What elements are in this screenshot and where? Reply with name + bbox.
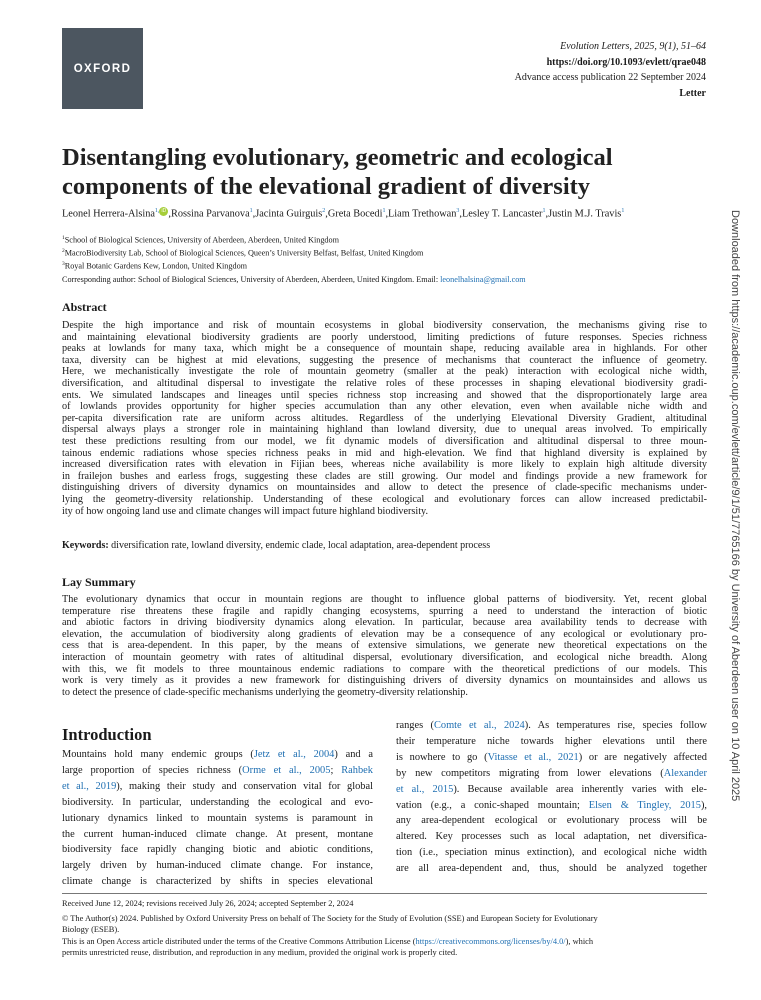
text-line: peaks at lowlands for many taxa, which might be a consequence of mountain shape, reducing available area in highlands. For other	[62, 343, 707, 355]
text-line: lutionary dynamics linked to mountain systems is paramount in	[62, 812, 373, 824]
text-line: test these predictions resulting from our model, we fit dynamic models of diversification and altitudinal dispersal to three moun-	[62, 435, 707, 447]
abstract-heading: Abstract	[62, 300, 107, 314]
text-line: tion (i.e., speciation minus extinction), and ecological niche width	[396, 847, 707, 859]
text-line: tainous endemic radiations whose species richness peaks in mid and high-elevation. We find that highland diversity is explained by	[62, 447, 707, 459]
text-line: Despite the high importance and risk of mountain ecosystems in global biodiversity conservation, the mechanisms giving rise to	[62, 320, 707, 331]
lay-summary-body	[62, 594, 707, 698]
text-line: largely driven by human-induced climate change. For instance,	[62, 860, 373, 872]
text-line: to detect the presence of clade-specific mechanisms underlying the geometry-diversity relationship.	[62, 686, 468, 698]
oxford-logo: OXFORD	[62, 28, 143, 109]
article-title: Disentangling evolutionary, geometric and ecological components of the elevational gradient of diversity	[62, 144, 613, 200]
text-line: by new competitors migrating from lower elevations (Alexander	[396, 767, 707, 779]
text-line: elevation, the accumulation of biodiversity along gradients of elevation may be a consequence of any ecological or evolutionary pro-	[62, 628, 707, 640]
text-line: per-capita diversification rate are uniform across altitudes. Regardless of the underlying Elevational Diversity Gradient, altitudinal	[62, 412, 707, 424]
article-type: Letter	[679, 88, 706, 99]
text-line: their temperature niche towards higher elevations until there	[396, 735, 707, 747]
text-line: Mountains hold many endemic groups (Jetz et al., 2004) and a	[62, 749, 373, 760]
license: This is an Open Access article distributed under the terms of the Creative Commons Attribution License (https://creativecommons.org/licenses/by/4.0/), which permits unrestricted reuse, distribution, and reproduction in any medium, provided the original work is properly cited.	[62, 936, 594, 958]
license-link[interactable]: https://creativecommons.org/licenses/by/4.0/	[415, 936, 566, 946]
journal-citation: Evolution Letters, 2025, 9(1), 51–64	[560, 41, 706, 52]
text-line: ity of how ongoing land use and climate changes will impact future highland biodiversity.	[62, 505, 429, 517]
text-line: ents. We simulated landscapes and lineages until species richness stop increasing and showed that the disproportionately large area	[62, 389, 707, 401]
citation-link[interactable]: Rahbek	[341, 764, 373, 776]
citation-link[interactable]: Jetz et al., 2004	[253, 749, 335, 760]
text-line: biodiversity face rapidly changing biotic and abiotic conditions,	[62, 844, 373, 856]
corresponding-author: Corresponding author: School of Biological Sciences, University of Aberdeen, Aberdeen, United Kingdom. Email: leonelhalsina@gmail.com	[62, 275, 526, 284]
text-line: taxa, diversity can be highest at mid elevations, suggesting the presence of mechanisms that counteract the influence of geometry.	[62, 354, 707, 366]
text-line: and abiotic factors in driving biodiversity dynamics along elevation. In particular, because area availability tends to decrease with	[62, 617, 707, 629]
text-line: increased diversification rates with elevation in Fijian bees, whereas niche availability is more likely to explain high altitude diversity	[62, 459, 707, 471]
text-line: is nowhere to go (Vitasse et al., 2021) or are negatively affected	[396, 751, 707, 763]
copyright: © The Author(s) 2024. Published by Oxford University Press on behalf of The Society for the Study of Evolution (SSE) and European Society for Evolutionary Biology (ESEB).	[62, 913, 598, 935]
affiliation-line: $^3$Royal Botanic Gardens Kew, London, United Kingdom	[62, 261, 248, 272]
text-line: temperature rise threatens these fragile and rapidly changing ecosystems, spurring a need to understand the interaction of biotic	[62, 605, 707, 617]
author-name: Jacinta Guirguis	[255, 208, 323, 220]
text-line: vation (e.g., a conic-shaped mountain; Elsen & Tingley, 2015),	[396, 799, 707, 811]
doi-link[interactable]: https://doi.org/10.1093/evlett/qrae048	[546, 57, 706, 68]
text-line: climate change is characterized by shifts in species elevational	[62, 876, 373, 888]
author-name: Lesley T. Lancaster	[461, 208, 543, 220]
text-line: interaction of mountain geometry with rates of altitudinal dispersal, evolutionary diversification, and ecological niche breadth. Along	[62, 651, 707, 663]
introduction-heading: Introduction	[62, 725, 152, 744]
text-line: and maintaining elevational biodiversity gradients are poorly understood, limiting predictions of future responses. Species richness	[62, 331, 707, 343]
citation-link[interactable]: et al., 2019	[62, 780, 117, 792]
text-line: of lowlands provides opportunity for higher species accumulation than any other elevation, even when available niche width and	[62, 401, 707, 413]
text-line: lying the geometry-diversity relationship. Understanding of these ecological and evolutionary forces can allow increased predictabil-	[62, 493, 707, 505]
citation-link[interactable]: et al., 2015	[396, 783, 454, 795]
text-line: biodiversity. In particular, understanding the ecological and evo-	[62, 796, 373, 808]
received-dates: Received June 12, 2024; revisions received July 26, 2024; accepted September 2, 2024	[62, 899, 354, 908]
citation-link[interactable]: Orme et al., 2005	[242, 764, 331, 776]
download-note: Downloaded from https://academic.oup.com/evlett/article/9/1/51/7765166 by University of Aberdeen user on 10 April 2025	[729, 210, 741, 802]
text-line: et al., 2015). Because available area inherently varies with ele-	[396, 783, 707, 795]
citation-link[interactable]: Vitasse et al., 2021	[487, 751, 579, 763]
keywords: Keywords: diversification rate, lowland diversity, endemic clade, local adaptation, area-dependent process	[62, 540, 491, 551]
author-name: Liam Trethowan	[388, 208, 457, 220]
author-name: Leonel Herrera-Alsina	[62, 208, 155, 220]
affiliations	[62, 233, 423, 273]
text-line: work is very timely as it provides a new framework for distinguishing drivers of diversity dynamics on mountainsides and allows us	[62, 675, 707, 687]
text-line: distinguishing drivers of diversity dynamics on mountainsides and allow to detect the presence of clade-specific mechanisms under-	[62, 482, 707, 494]
email-link[interactable]: leonelhalsina@gmail.com	[440, 275, 526, 284]
article-footer	[62, 898, 707, 959]
author-name: Greta Bocedi	[327, 208, 383, 220]
text-line: any area-dependent ecological or evolutionary process will be	[396, 815, 707, 827]
affiliation-line: $^2$MacroBiodiversity Lab, School of Biological Sciences, Queen’s University Belfast, Belfast, United Kingdom	[62, 248, 424, 258]
footer-divider	[62, 893, 707, 894]
lay-summary-heading: Lay Summary	[62, 575, 136, 589]
text-line: are all area-dependent and, thus, should be analyzed together	[396, 863, 707, 875]
text-line: et al., 2019), making their study and conservation vital for global	[62, 780, 373, 792]
author-list: Leonel Herrera-Alsina$^{1,}$ iD ,Rossina Parvanova$^1$,Jacinta Guirguis$^2$,Greta Bocedi$^1$,Liam Trethowan$^3$,Lesley T. Lancaster$^1$,Justin M.J. Travis$^1$	[62, 208, 625, 220]
text-line: The evolutionary dynamics that occur in mountain regions are thought to influence global patterns of biodiversity. Yet, recent global	[62, 594, 707, 605]
citation-link[interactable]: Alexander	[663, 767, 707, 779]
author-name: Rossina Parvanova	[171, 208, 250, 220]
author-name: Justin M.J. Travis	[548, 208, 622, 220]
text-line: ranges (Comte et al., 2024). As temperatures rise, species follow	[396, 720, 707, 731]
citation-link[interactable]: Elsen & Tingley, 2015	[588, 799, 701, 811]
advance-access: Advance access publication 22 September 2024	[514, 72, 706, 83]
affiliation-line: $^1$School of Biological Sciences, University of Aberdeen, Aberdeen, United Kingdom	[62, 235, 339, 245]
intro-right-column	[396, 718, 707, 877]
text-line: altered. Key processes such as local adaptation, net diversifica-	[396, 831, 707, 843]
orcid-icon[interactable]: iD	[159, 207, 168, 216]
text-line: the current human-induced climate change. At present, montane	[62, 828, 373, 840]
text-line: with this, we fit models to three mountainous endemic radiations to compare with the theoretical predictions of our models. This	[62, 663, 707, 675]
text-line: Here, we mechanistically investigate the role of mountain geometry (smaller at the peak) interaction with ecological niche width,	[62, 366, 707, 378]
text-line: diversification, and altitudinal dispersal to investigate the relative roles of these processes in shaping elevational biodiversity gradi-	[62, 377, 707, 389]
text-line: in frailejon bushes and earless frogs, suggesting these clades are still growing. Our model and findings provide a new framework for	[62, 470, 707, 482]
intro-left-column	[62, 747, 373, 890]
text-line: dispersal always plays a stronger role in maintaining highland than lowland diversity, due to unequal areas involved. To empirically	[62, 424, 707, 436]
text-line: cess that is area-dependent. In this paper, by the means of extensive simulations, we generate new theoretical expectations on the	[62, 640, 707, 652]
abstract-body	[62, 320, 707, 517]
citation-link[interactable]: Comte et al., 2024	[433, 720, 525, 731]
text-line: large proportion of species richness (Orme et al., 2005; Rahbek	[62, 764, 373, 776]
